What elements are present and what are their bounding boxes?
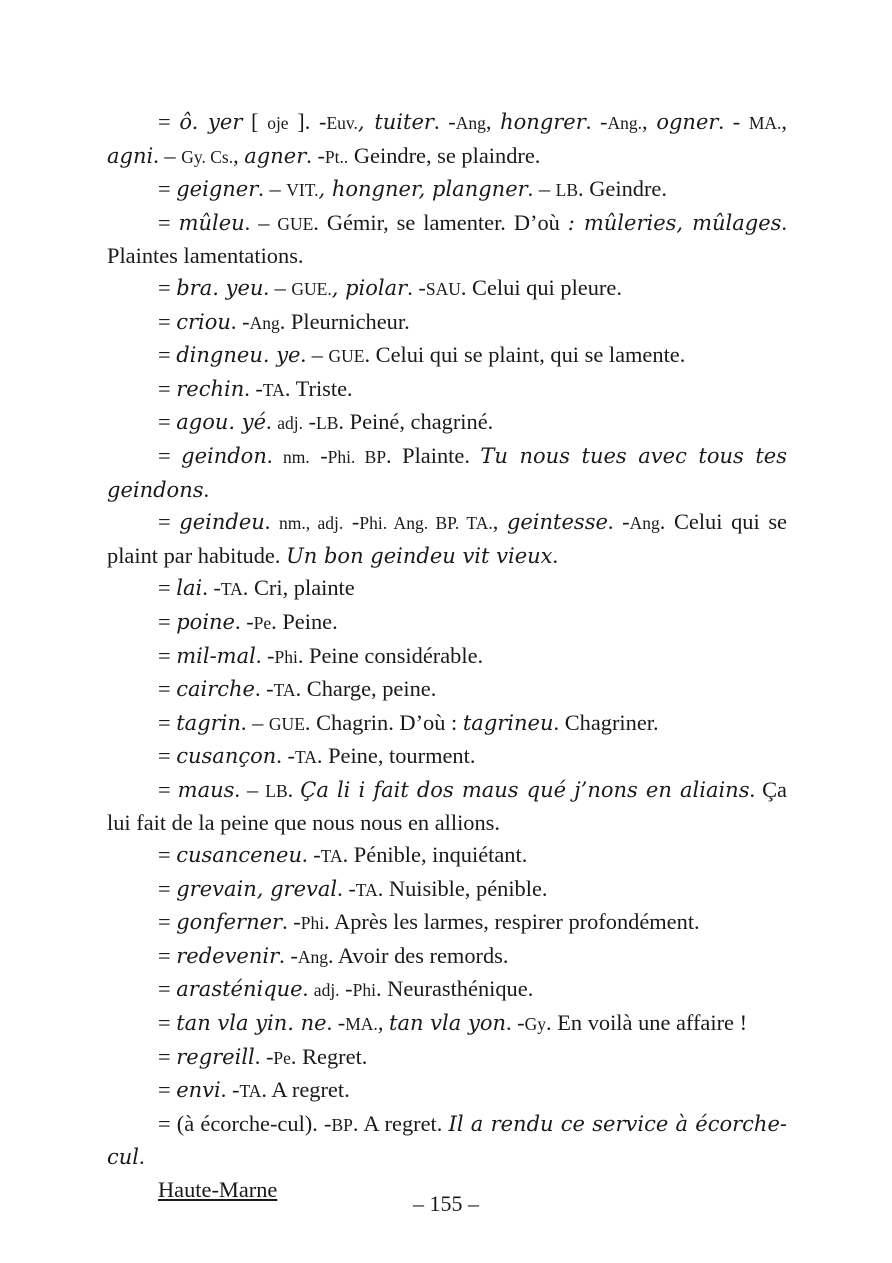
- dictionary-entry: [107, 839, 787, 873]
- entry-text: =: [158, 976, 177, 1002]
- source-abbreviation: LB: [555, 180, 579, 201]
- source-abbreviation: LB: [265, 780, 288, 801]
- source-abbreviation: Ang: [629, 513, 660, 534]
- dictionary-entry: [107, 339, 787, 373]
- source-abbreviation: TA: [220, 579, 243, 600]
- entry-text: .: [302, 976, 314, 1002]
- entry-text: . Avoir des remords.: [327, 942, 509, 968]
- entry-text: ,: [377, 1010, 390, 1036]
- entry-text: . -: [202, 575, 221, 601]
- source-abbreviation: Pt..: [324, 146, 349, 167]
- source-abbreviation: Ang: [297, 946, 328, 967]
- source-abbreviation: GUE.: [291, 278, 332, 299]
- entry-text: . Pénible, inquiétant.: [342, 842, 528, 868]
- entry-text: . A regret.: [261, 1077, 350, 1103]
- entry-text: . -: [244, 375, 263, 401]
- headword-or-example: agou. yé: [176, 410, 267, 435]
- source-abbreviation: BP: [331, 1114, 353, 1135]
- entry-text: =: [158, 176, 177, 202]
- dictionary-entry: [107, 106, 787, 173]
- entry-text: ,: [492, 509, 507, 535]
- source-abbreviation: GUE: [277, 213, 314, 234]
- entry-text: -: [343, 509, 360, 535]
- dictionary-entry: [107, 373, 787, 407]
- entry-text: . A regret.: [352, 1110, 449, 1136]
- entry-text: =: [158, 1010, 177, 1036]
- headword-or-example: rechin: [176, 376, 245, 401]
- source-abbreviation: GUE: [328, 346, 365, 367]
- entry-text: =: [158, 375, 177, 401]
- source-abbreviation: TA: [239, 1081, 262, 1102]
- source-abbreviation: Gy: [524, 1014, 547, 1035]
- entry-text: . Pleurnicheur.: [279, 308, 410, 334]
- headword-or-example: Il a rendu ce service à écorche-cul: [107, 1111, 787, 1170]
- entry-text: . –: [300, 342, 329, 368]
- entry-text: . -: [505, 1010, 525, 1036]
- source-abbreviation: TA: [320, 846, 343, 867]
- headword-or-example: poine: [176, 609, 235, 634]
- entry-text: ]. -: [288, 109, 327, 134]
- entry-text: . -: [585, 109, 608, 134]
- entry-text: . En voilà une affaire !: [546, 1010, 748, 1036]
- entry-text: . Celui qui se plaint par habitude.: [107, 509, 787, 568]
- entry-text: . –: [263, 274, 292, 300]
- dictionary-entry: [107, 306, 787, 340]
- headword-or-example: ogner: [656, 110, 719, 134]
- entry-text: . –: [240, 709, 269, 735]
- entry-text: =: [158, 608, 177, 634]
- entry-text: =: [158, 308, 177, 334]
- entry-text: . Neurasthénique.: [375, 976, 534, 1002]
- dictionary-entry: [107, 940, 787, 974]
- entry-text: . -: [279, 942, 298, 968]
- entry-text: =: [158, 842, 177, 868]
- source-abbreviation: Ang.: [607, 113, 643, 133]
- entry-text: . -: [282, 909, 301, 935]
- source-abbreviation: Gy. Cs.: [181, 146, 234, 167]
- entry-text: =: [158, 942, 177, 968]
- entry-text: . Après les larmes, respirer profondément.: [324, 909, 700, 935]
- source-abbreviation: Phi: [274, 646, 298, 667]
- dictionary-entry: [107, 1074, 787, 1108]
- entry-text: .: [552, 542, 559, 568]
- source-abbreviation: adj.: [277, 413, 303, 434]
- source-abbreviation: TA: [355, 879, 378, 900]
- source-abbreviation: GUE: [268, 713, 305, 734]
- entry-text: =: [158, 875, 177, 901]
- headword-or-example: geindon: [181, 443, 267, 468]
- headword-or-example: : mûleries, mûlages: [567, 210, 782, 235]
- source-abbreviation: SAU: [425, 278, 461, 299]
- entry-text: ,: [642, 109, 657, 134]
- dictionary-entry: [107, 606, 787, 640]
- source-abbreviation: nm., adj.: [279, 513, 344, 534]
- source-abbreviation: LB: [316, 413, 339, 434]
- entry-text: -: [309, 442, 328, 468]
- headword-or-example: lai: [176, 576, 203, 601]
- entry-text: .: [264, 509, 280, 535]
- entry-text: =: [158, 1043, 177, 1069]
- entry-text: .: [139, 1144, 145, 1170]
- source-abbreviation: TA: [262, 379, 285, 400]
- entry-text: . -: [337, 875, 356, 901]
- entry-text: . Geindre.: [578, 176, 667, 202]
- entry-text: . Plaintes lamentations.: [107, 209, 788, 269]
- headword-or-example: ô. yer: [179, 110, 243, 134]
- headword-or-example: Tu nous tues avec tous tes geindons: [107, 443, 787, 502]
- dictionary-entry: [107, 740, 787, 774]
- headword-or-example: cairche: [176, 677, 255, 702]
- source-abbreviation: adj.: [313, 980, 340, 1001]
- dictionary-entry: [107, 207, 787, 272]
- entry-text: =: [158, 676, 177, 702]
- headword-or-example: grevain, greval: [176, 876, 338, 901]
- headword-or-example: cusançon: [176, 744, 277, 769]
- entry-text: . Chagrin. D’où :: [304, 709, 463, 735]
- entry-text: . -: [254, 1043, 274, 1069]
- entry-text: Geindre, se plaindre.: [348, 142, 541, 168]
- source-abbreviation: Phi: [352, 980, 376, 1001]
- entry-text: =: [158, 909, 177, 935]
- source-abbreviation: MA.: [345, 1014, 378, 1035]
- source-abbreviation: MA.: [748, 113, 782, 133]
- entry-text: . -: [302, 842, 321, 868]
- headword-or-example: Ça li i fait dos maus qué j’nons en aliains: [300, 777, 750, 802]
- entry-text: . Peine.: [271, 608, 338, 634]
- entry-text: . -: [433, 109, 456, 134]
- dictionary-entry: [107, 1108, 787, 1174]
- headword-or-example: regreill: [176, 1044, 255, 1069]
- entry-text: . Charge, peine.: [295, 676, 437, 702]
- headword-or-example: hongrer: [500, 110, 586, 134]
- source-abbreviation: Phi. BP: [327, 446, 387, 467]
- entry-text: =: [158, 743, 177, 769]
- entry-text: . -: [235, 608, 254, 634]
- dictionary-entry: [107, 572, 787, 606]
- entry-text: . -: [230, 308, 250, 334]
- entry-text: ,: [233, 142, 245, 168]
- entry-text: . –: [244, 209, 278, 235]
- source-abbreviation: Pe: [253, 612, 272, 633]
- source-abbreviation: TA: [273, 680, 296, 701]
- dictionary-entry: [107, 774, 787, 839]
- dictionary-entry: [107, 1041, 787, 1075]
- headword-or-example: bra. yeu: [176, 275, 264, 300]
- dictionary-entry: [107, 272, 787, 306]
- source-abbreviation: Pe: [273, 1047, 291, 1068]
- entry-text: .: [266, 409, 278, 435]
- entry-text: =: [158, 274, 177, 300]
- entry-text: =: [158, 642, 177, 668]
- entry-text: =: [158, 776, 178, 802]
- entry-text: . -: [407, 274, 426, 300]
- source-abbreviation: TA: [294, 747, 317, 768]
- headword-or-example: , piolar: [331, 275, 408, 300]
- headword-or-example: , tuiter: [357, 110, 434, 134]
- source-abbreviation: Euv.: [326, 113, 358, 133]
- entry-text: . Cri, plainte: [242, 575, 355, 601]
- entry-text: =: [158, 209, 179, 235]
- source-abbreviation: Phi. Ang. BP. TA.: [359, 513, 493, 534]
- entry-text: . -: [306, 142, 325, 168]
- entry-text: ,: [485, 109, 501, 134]
- dictionary-entry: [107, 406, 787, 440]
- entry-text: . Gémir, se lamenter. D’où: [313, 209, 568, 235]
- entry-text: . -: [255, 642, 275, 668]
- headword-or-example: geintesse: [506, 510, 608, 535]
- dictionary-entry: [107, 1007, 787, 1041]
- entry-text: .: [203, 476, 210, 502]
- entry-text: . -: [276, 743, 295, 769]
- headword-or-example: tan vla yon: [389, 1011, 506, 1036]
- entry-text: . -: [220, 1077, 240, 1103]
- headword-or-example: tagrineu: [462, 710, 554, 735]
- entry-text: . Peiné, chagriné.: [338, 409, 494, 435]
- entry-text: . –: [258, 176, 287, 202]
- entry-text: . -: [254, 676, 274, 702]
- source-abbreviation: Ang: [249, 312, 280, 333]
- dictionary-entry: [107, 506, 787, 572]
- dictionary-entry: [107, 873, 787, 907]
- entry-text: . -: [718, 109, 749, 134]
- headword-or-example: Un bon geindeu vit vieux: [286, 543, 553, 568]
- dictionary-entries: [107, 106, 787, 1174]
- entry-text: .: [287, 776, 301, 802]
- headword-or-example: gonferner: [176, 910, 283, 935]
- entry-text: =: [158, 1077, 177, 1103]
- entry-text: . Ça lui fait de la peine que nous nous en allions.: [107, 776, 787, 836]
- entry-text: =: [158, 409, 177, 435]
- page-body: [107, 106, 787, 1206]
- entry-text: [: [242, 109, 268, 134]
- headword-or-example: agni: [107, 143, 154, 168]
- entry-text: . Peine, tourment.: [316, 743, 476, 769]
- entry-text: . Regret.: [290, 1043, 368, 1069]
- dictionary-entry: [107, 673, 787, 707]
- dictionary-entry: [107, 707, 787, 741]
- entry-text: . Plainte.: [386, 442, 481, 468]
- headword-or-example: mûleu: [178, 210, 245, 235]
- entry-text: . Celui qui pleure.: [460, 274, 622, 300]
- dictionary-entry: [107, 440, 787, 506]
- headword-or-example: mil-mal: [176, 643, 256, 668]
- headword-or-example: criou: [176, 309, 231, 334]
- entry-text: . Peine considérable.: [297, 642, 484, 668]
- dictionary-entry: [107, 173, 787, 207]
- entry-text: . Nuisible, pénible.: [377, 875, 548, 901]
- source-abbreviation: Ang: [455, 113, 486, 133]
- headword-or-example: geigner: [176, 177, 259, 202]
- entry-text: =: [158, 509, 180, 535]
- headword-or-example: maus: [177, 777, 235, 802]
- headword-or-example: dingneu. ye: [176, 343, 301, 368]
- headword-or-example: , hongner, plangner: [318, 177, 528, 202]
- headword-or-example: cusanceneu: [176, 843, 303, 868]
- entry-text: . Celui qui se plaint, qui se lamente.: [364, 342, 686, 368]
- headword-or-example: agner: [244, 143, 307, 168]
- dictionary-entry: [107, 906, 787, 940]
- section-heading: Haute-Marne: [158, 1177, 278, 1202]
- source-abbreviation: VIT.: [286, 180, 319, 201]
- dictionary-entry: [107, 640, 787, 674]
- entry-text: =: [158, 709, 177, 735]
- entry-text: =: [158, 109, 180, 134]
- entry-text: . Chagriner.: [553, 709, 659, 735]
- entry-text: =: [158, 575, 177, 601]
- source-abbreviation: Phi: [300, 913, 325, 934]
- entry-text: . Triste.: [284, 375, 353, 401]
- entry-text: -: [339, 976, 353, 1002]
- entry-text: . –: [527, 176, 556, 202]
- entry-text: ,: [781, 109, 788, 134]
- source-abbreviation: nm.: [282, 446, 310, 467]
- dictionary-entry: [107, 973, 787, 1007]
- entry-text: =: [158, 342, 177, 368]
- entry-text: = (à écorche-cul). -: [158, 1110, 332, 1136]
- headword-or-example: redevenir: [176, 943, 280, 968]
- page-number: – 155 –: [413, 1191, 479, 1216]
- entry-text: . -: [326, 1010, 346, 1036]
- headword-or-example: tan vla yin. ne: [176, 1011, 327, 1036]
- entry-text: . –: [234, 776, 266, 802]
- entry-text: . –: [153, 142, 182, 168]
- headword-or-example: envi: [176, 1078, 221, 1103]
- entry-text: -: [302, 409, 317, 435]
- entry-text: =: [158, 442, 182, 468]
- headword-or-example: geindeu: [179, 510, 265, 535]
- entry-text: .: [266, 442, 283, 468]
- source-abbreviation: oje: [267, 113, 289, 133]
- entry-text: . -: [607, 509, 630, 535]
- headword-or-example: tagrin: [176, 710, 241, 735]
- headword-or-example: arasténique: [176, 977, 303, 1002]
